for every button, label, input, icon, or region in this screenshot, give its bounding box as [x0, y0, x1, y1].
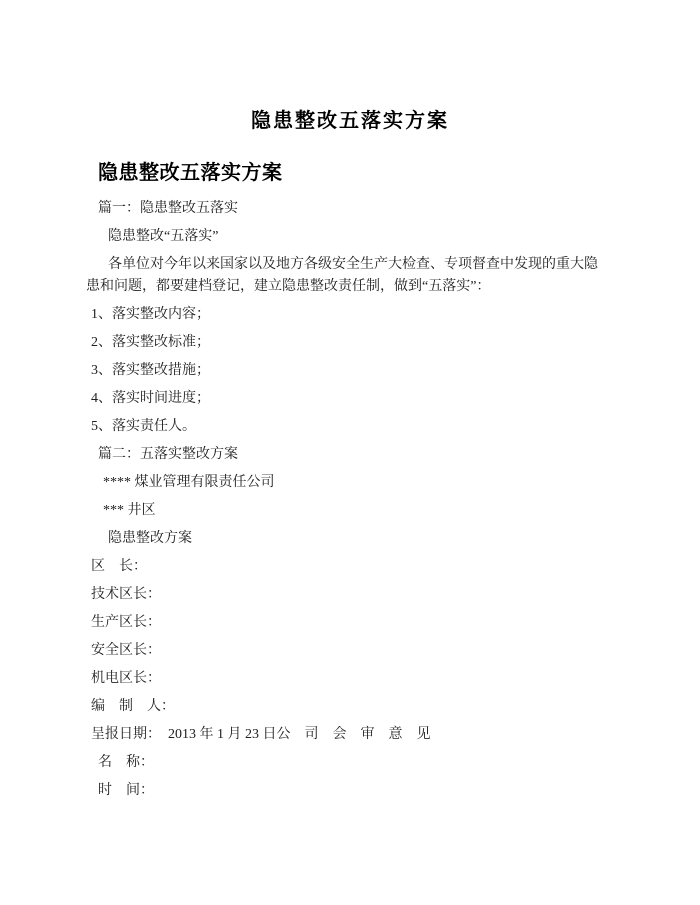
part1-subtitle: 隐患整改“五落实”	[108, 229, 219, 244]
intro-line-2: 患和问题，都要建档登记，建立隐患整改责任制，做到“五落实”：	[86, 279, 491, 294]
list-item-1: 1、落实整改内容；	[91, 307, 210, 322]
list-item-4: 4、落实时间进度；	[91, 391, 210, 406]
field-mechatronics-chief: 机电区长：	[91, 671, 161, 686]
list-item-2: 2、落实整改标准；	[91, 335, 210, 350]
field-production-chief: 生产区长：	[91, 615, 161, 630]
part2-label: 篇二：五落实整改方案	[98, 447, 238, 462]
plan-title-line: 隐患整改方案	[108, 531, 192, 546]
list-item-5: 5、落实责任人。	[91, 419, 196, 434]
field-safety-chief: 安全区长：	[91, 643, 161, 658]
field-report-date: 呈报日期： 2013 年 1 月 23 日公 司 会 审 意 见	[91, 727, 431, 742]
mine-area-line: *** 井区	[103, 503, 156, 518]
document-heading: 隐患整改五落实方案	[98, 162, 283, 184]
intro-line-1: 各单位对今年以来国家以及地方各级安全生产大检查、专项督查中发现的重大隐	[108, 257, 598, 272]
part1-intro-paragraph	[86, 254, 614, 298]
company-line: **** 煤业管理有限责任公司	[103, 475, 275, 490]
field-technical-chief: 技术区长：	[91, 587, 161, 602]
part1-label: 篇一：隐患整改五落实	[98, 201, 238, 216]
field-compiler: 编 制 人：	[91, 699, 175, 714]
list-item-3: 3、落实整改措施；	[91, 363, 210, 378]
document-title: 隐患整改五落实方案	[251, 110, 449, 132]
field-name: 名 称：	[98, 755, 154, 770]
field-district-chief: 区 长：	[91, 559, 147, 574]
field-time: 时 间：	[98, 783, 154, 798]
